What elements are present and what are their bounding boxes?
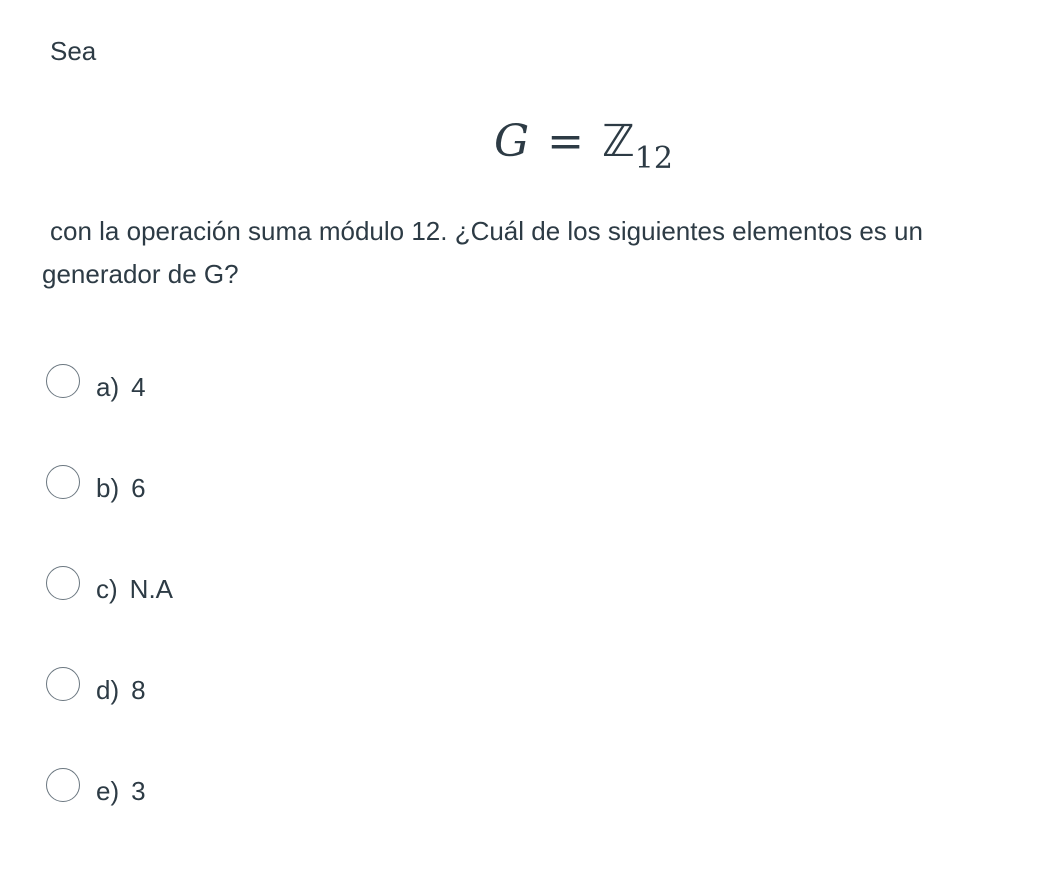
option-a[interactable] (46, 362, 173, 463)
option-value: 8 (131, 675, 146, 705)
option-letter: d) (96, 675, 120, 705)
option-b[interactable] (46, 463, 173, 564)
formula-set: ℤ (602, 116, 635, 167)
option-letter: b) (96, 473, 120, 503)
option-c-label[interactable] (96, 571, 173, 607)
radio-button-a[interactable] (46, 364, 80, 398)
option-a-label[interactable] (96, 369, 146, 405)
question-text: con la operación suma módulo 12. ¿Cuál de los siguientes elementos es un generador de G? (42, 216, 923, 289)
radio-button-c[interactable] (46, 566, 80, 600)
option-value: N.A (129, 574, 174, 604)
option-letter: e) (96, 776, 120, 806)
option-d[interactable] (46, 665, 173, 766)
radio-button-e[interactable] (46, 768, 80, 802)
option-d-label[interactable] (96, 672, 146, 708)
option-value: 4 (131, 372, 146, 402)
formula (494, 112, 673, 177)
option-value: 3 (131, 776, 146, 806)
option-e[interactable] (46, 766, 173, 867)
option-letter: a) (96, 372, 120, 402)
formula-equals: = (547, 116, 585, 167)
answer-options (46, 362, 173, 867)
radio-button-b[interactable] (46, 465, 80, 499)
option-letter: c) (96, 574, 118, 604)
option-b-label[interactable] (96, 470, 146, 506)
question-intro: Sea (50, 36, 97, 66)
radio-button-d[interactable] (46, 667, 80, 701)
option-e-label[interactable] (96, 773, 146, 809)
formula-subscript: 12 (634, 141, 673, 176)
formula-lhs: G (494, 116, 530, 167)
option-c[interactable] (46, 564, 173, 665)
option-value: 6 (131, 473, 146, 503)
